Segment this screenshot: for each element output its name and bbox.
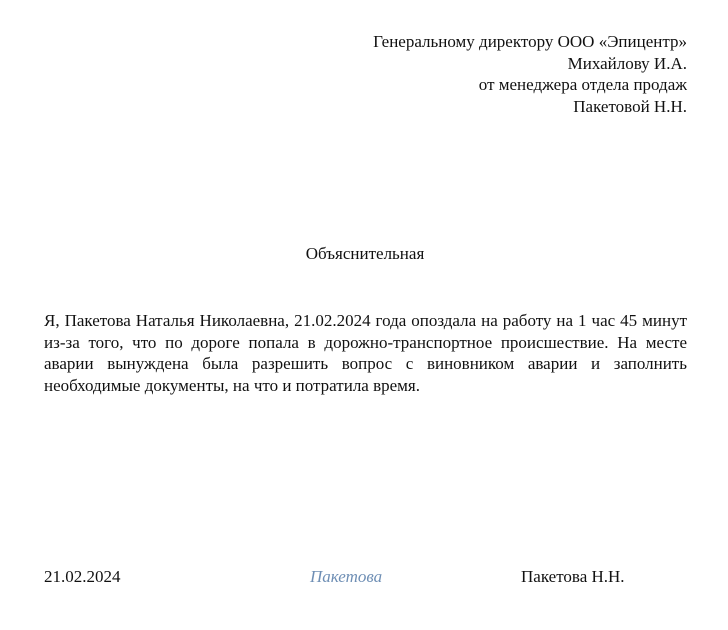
addressee-block — [373, 31, 687, 117]
addressee-line-director: Генеральному директору ООО «Эпицентр» — [373, 32, 687, 51]
footer-date: 21.02.2024 — [44, 567, 121, 586]
signature: Пакетова — [310, 567, 383, 586]
explanation-text: Я, Пакетова Наталья Николаевна, 21.02.2024 года опоздала на работу на 1 час 45 минут из-за того, что по дороге попала в дорожно-транспортное происшествие. На месте аварии вынуждена была разрешить вопрос с виновником аварии и заполнить необходимые документы, на что и потратила время. — [44, 311, 687, 395]
addressee-line-sender: Пакетовой Н.Н. — [573, 96, 687, 116]
addressee-line-from: от менеджера отдела продаж — [478, 75, 687, 94]
document-title: Объяснительная — [305, 244, 425, 263]
signer-name: Пакетова Н.Н. — [521, 567, 625, 586]
addressee-line-name: Михайлову И.А. — [567, 53, 687, 73]
